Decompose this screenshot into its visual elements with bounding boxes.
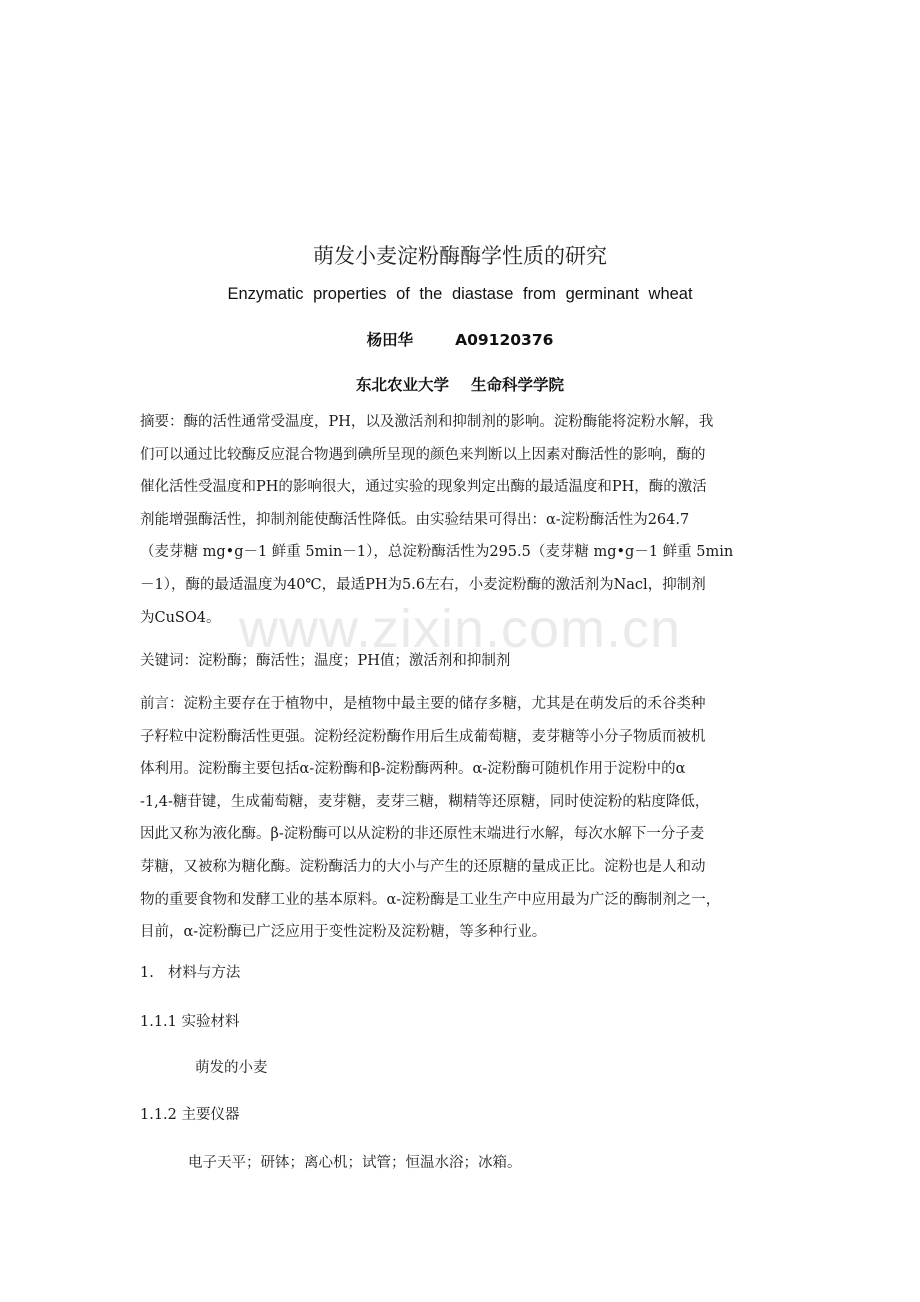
english-title: Enzymatic properties of the diastase from germinant wheat (227, 285, 693, 303)
abstract-line: 们可以通过比较酶反应混合物遇到碘所呈现的颜色来判断以上因素对酶活性的影响，酶的 (140, 446, 706, 463)
affiliation-line (0, 373, 920, 395)
abstract-line: 摘要：酶的活性通常受温度，PH，以及激活剂和抑制剂的影响。淀粉酶能将淀粉水解，我 (140, 414, 714, 430)
introduction (140, 688, 790, 949)
abstract-line: （麦芽糖 mg•g－1 鲜重 5min－1），总淀粉酶活性为295.5（麦芽糖 mg•g－1 鲜重 5min (140, 544, 734, 561)
paper-title: 萌发小麦淀粉酶酶学性质的研究 (313, 244, 607, 268)
subsection-heading-materials: 1.1.1 实验材料 (140, 1014, 240, 1030)
abstract (140, 406, 790, 634)
abstract-line: 为CuSO4。 (140, 609, 221, 626)
section-heading-materials-methods (140, 961, 240, 982)
abstract-line: 剂能增强酶活性，抑制剂能使酶活性降低。由实验结果可得出：α-淀粉酶活性为264.7 (140, 511, 690, 528)
section-title: 材料与方法 (167, 965, 241, 981)
keywords-line: 关键词：淀粉酶；酶活性；温度；PH值；激活剂和抑制剂 (140, 653, 511, 669)
watermark: www.zixin.com.cn (238, 599, 682, 659)
college-name: 生命科学学院 (471, 376, 565, 394)
intro-line: -1,4-糖苷键，生成葡萄糖，麦芽糖，麦芽三糖，糊精等还原糖，同时使淀粉的粘度降低， (140, 793, 710, 810)
intro-line: 因此又称为液化酶。β-淀粉酶可以从淀粉的非还原性末端进行水解，每次水解下一分子麦 (140, 826, 705, 843)
author-line (0, 328, 920, 350)
abstract-line: －1），酶的最适温度为40℃，最适PH为5.6左右，小麦淀粉酶的激活剂为Nacl，抑制剂 (140, 576, 706, 593)
intro-line: 芽糖，又被称为糖化酶。淀粉酶活力的大小与产生的还原糖的量成正比。淀粉也是人和动 (140, 858, 706, 875)
intro-line: 物的重要食物和发酵工业的基本原料。α-淀粉酶是工业生产中应用最为广泛的酶制剂之一， (140, 891, 721, 908)
intro-line: 目前，α-淀粉酶已广泛应用于变性淀粉及淀粉糖，等多种行业。 (140, 924, 547, 941)
author-name: 杨田华 (366, 331, 414, 349)
instruments-content: 电子天平；研钵；离心机；试管；恒温水浴；冰箱。 (188, 1155, 522, 1171)
intro-line: 子籽粒中淀粉酶活性更强。淀粉经淀粉酶作用后生成葡萄糖，麦芽糖等小分子物质而被机 (140, 728, 706, 745)
keywords (140, 645, 790, 678)
abstract-line: 催化活性受温度和PH的影响很大，通过实验的现象判定出酶的最适温度和PH，酶的激活 (140, 479, 707, 496)
intro-line: 体利用。淀粉酶主要包括α-淀粉酶和β-淀粉酶两种。α-淀粉酶可随机作用于淀粉中的α (140, 761, 686, 778)
section-number: 1. (140, 965, 154, 981)
student-id: A09120376 (455, 331, 554, 349)
university-name: 东北农业大学 (355, 376, 449, 394)
subsection-heading-instruments: 1.1.2 主要仪器 (140, 1107, 240, 1123)
materials-content: 萌发的小麦 (195, 1060, 268, 1076)
intro-line: 前言：淀粉主要存在于植物中，是植物中最主要的储存多糖，尤其是在萌发后的禾谷类种 (140, 696, 706, 712)
